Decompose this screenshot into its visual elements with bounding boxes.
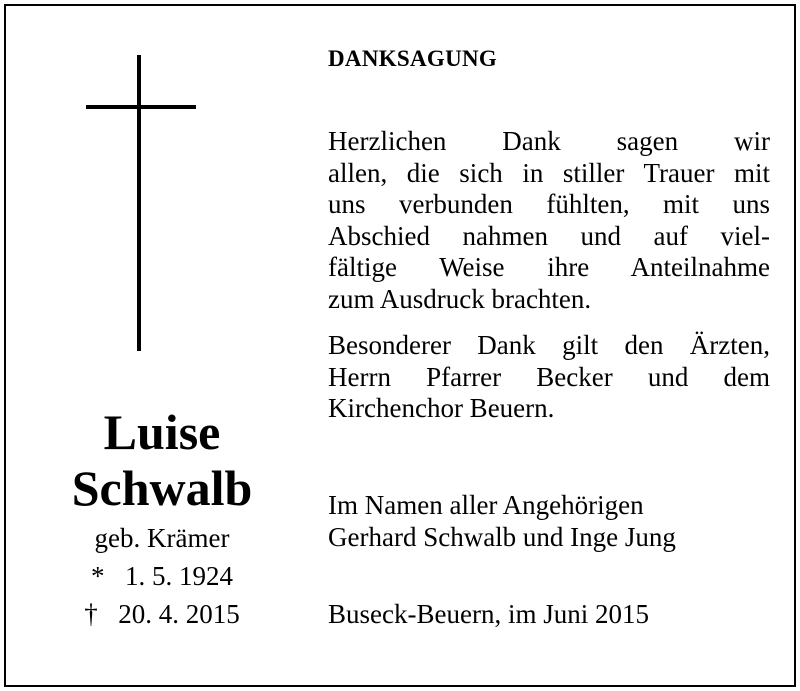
- paragraph-line: zum Ausdruck brachten.: [328, 283, 592, 314]
- paragraph-line: Herzlichen Dank sagen wir: [328, 126, 770, 156]
- paragraph-line: Abschied nahmen und auf viel-: [328, 220, 770, 251]
- death-date: 20. 4. 2015: [118, 599, 240, 629]
- signature-line: Gerhard Schwalb und Inge Jung: [328, 522, 676, 552]
- birth-row: [20, 559, 304, 593]
- death-dagger-icon: †: [84, 599, 98, 629]
- birth-star-icon: *: [91, 561, 105, 591]
- death-row: [20, 597, 304, 631]
- notice-heading: DANKSAGUNG: [328, 46, 498, 71]
- first-name: Luise: [103, 404, 221, 460]
- cross-icon: [84, 55, 196, 351]
- paragraph-line: fältige Weise ihre Anteilnahme: [328, 252, 770, 282]
- cross-vertical-bar: [137, 55, 141, 351]
- paragraph-line: uns verbunden fühlten, mit uns: [328, 189, 770, 219]
- last-name: Schwalb: [71, 460, 253, 516]
- thanks-paragraph: [328, 126, 770, 315]
- paragraph-line: Herrn Pfarrer Becker und dem: [328, 361, 770, 392]
- place-and-date: Buseck-Beuern, im Juni 2015: [328, 599, 649, 629]
- paragraph-line: Kirchenchor Beuern.: [328, 393, 555, 423]
- paragraph-line: allen, die sich in stiller Trauer mit: [328, 157, 770, 188]
- signature-line: Im Namen aller Angehörigen: [328, 490, 644, 520]
- birth-date: 1. 5. 1924: [125, 561, 233, 591]
- deceased-name: [20, 404, 304, 516]
- cross-horizontal-bar: [86, 105, 196, 109]
- maiden-name: geb. Krämer: [94, 523, 230, 553]
- paragraph-line: Besonderer Dank gilt den Ärzten,: [328, 330, 770, 360]
- special-thanks-paragraph: [328, 330, 770, 425]
- signature: [328, 489, 770, 553]
